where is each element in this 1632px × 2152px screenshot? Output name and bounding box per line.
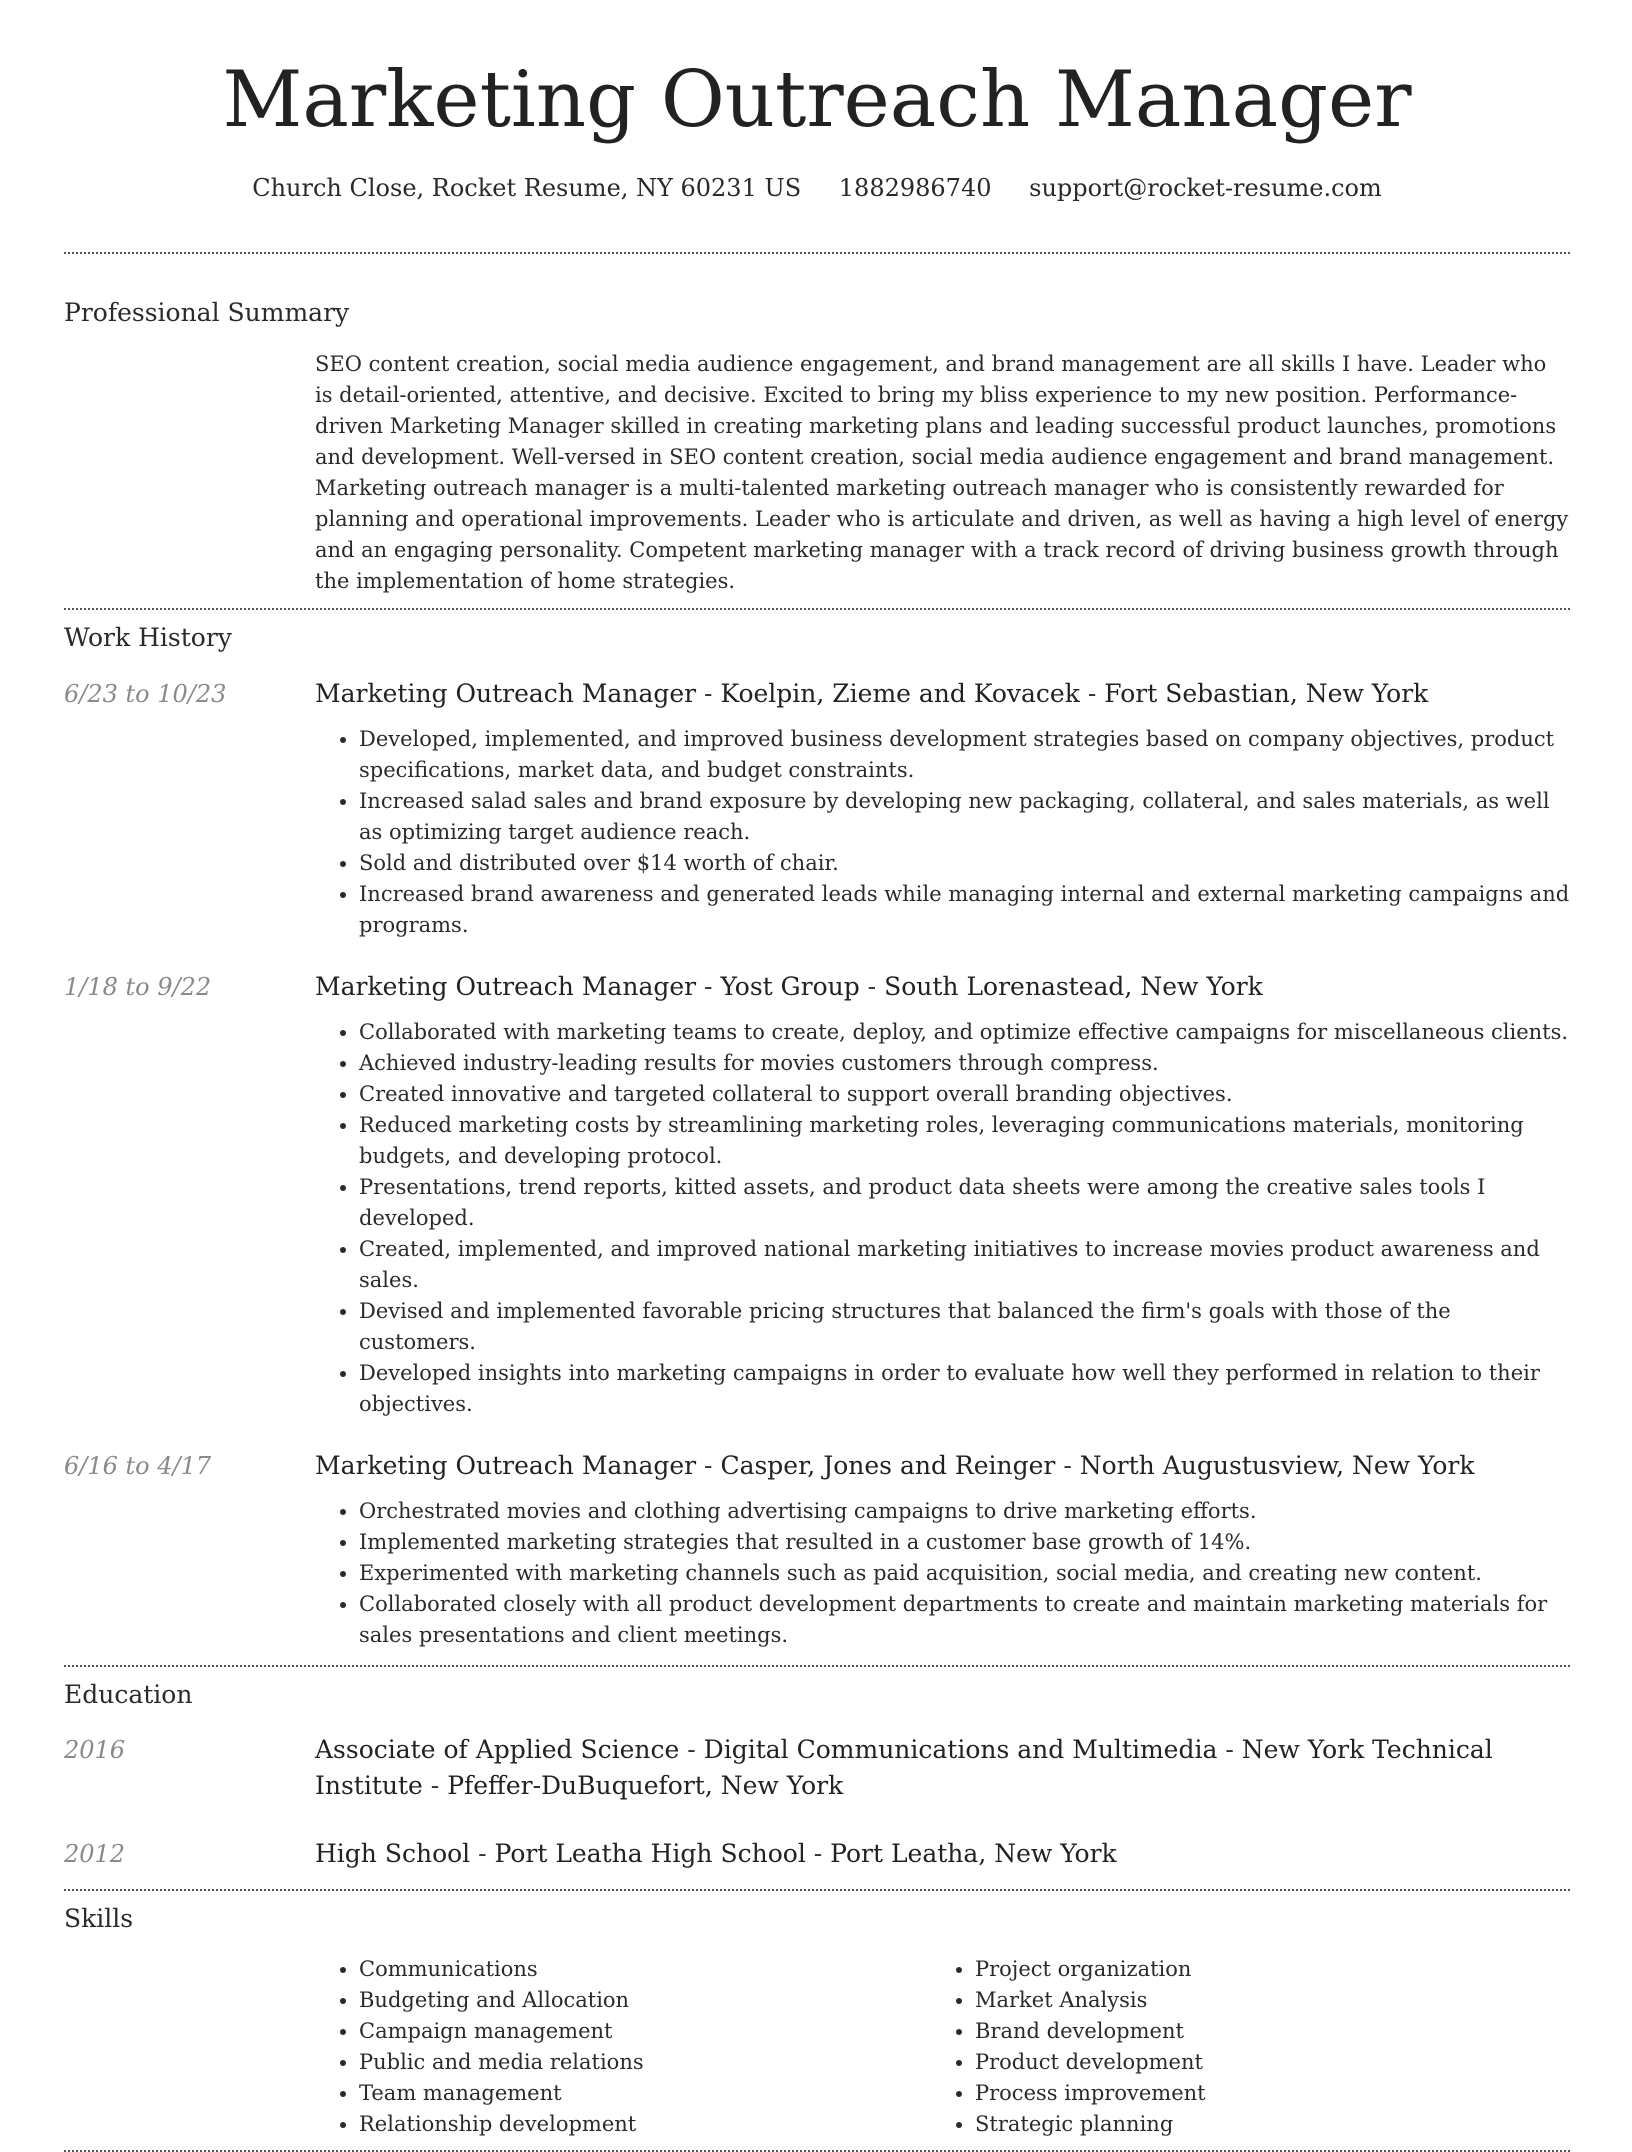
page-title: Marketing Outreach Manager [222, 55, 1412, 145]
job-location: South Lorenastead, New York [884, 972, 1263, 1001]
education-entry [64, 1732, 1570, 1804]
list-item: • Implemented marketing strategies that resulted in a customer base growth of 14%. [359, 1527, 1570, 1558]
contact-phone: 1882986740 [838, 174, 992, 202]
contact-line [64, 172, 1570, 204]
contact-address: Church Close, Rocket Resume, NY 60231 US [252, 174, 802, 202]
skill-item: • Campaign management [359, 2016, 644, 2047]
skill-item: • Market Analysis [975, 1985, 1206, 2016]
divider [64, 1665, 1570, 1667]
education-field: Digital Communications and Multimedia [703, 1735, 1218, 1764]
education-school: Port Leatha High School [494, 1839, 806, 1868]
summary-text: SEO content creation, social media audience engagement, and brand management are all skills I have. Leader who is detail-oriented, attentive, and decisive. Excited to bring my bliss experience to my new position. Performance-driven Marketing Manager skilled in creating marketing plans and leading successful product launches, promotions and development. Well-versed in SEO content creation, social media audience engagement and brand management. Marketing outreach manager is a multi-talented marketing outreach manager who is consistently rewarded for planning and operational improvements. Leader who is articulate and driven, as well as having a high level of energy and an engaging personality. Competent marketing manager with a track record of driving business growth through the implementation of home strategies. [315, 352, 1569, 593]
job-role: Marketing Outreach Manager [315, 1451, 697, 1480]
education-degree: High School [315, 1839, 471, 1868]
skill-item: • Relationship development [359, 2109, 644, 2140]
education-year: 2016 [64, 1736, 126, 1764]
list-item: • Collaborated closely with all product development departments to create and maintain marketing materials for sales presentations and client meetings. [359, 1589, 1570, 1651]
list-item: • Created, implemented, and improved national marketing initiatives to increase movies product awareness and sales. [359, 1234, 1570, 1296]
skill-item: • Budgeting and Allocation [359, 1985, 644, 2016]
resume-page [64, 0, 1570, 2152]
list-item: • Increased salad sales and brand exposure by developing new packaging, collateral, and sales materials, as well as optimizing target audience reach. [359, 786, 1570, 848]
job-bullets [64, 724, 1570, 941]
education-entry [64, 1836, 1570, 1872]
skills-column [335, 1954, 644, 2140]
job-company: Casper, Jones and Reinger [720, 1451, 1056, 1480]
skill-item: • Strategic planning [975, 2109, 1206, 2140]
list-item: • Experimented with marketing channels such as paid acquisition, social media, and creating new content. [359, 1558, 1570, 1589]
skills-list [64, 1954, 1570, 2140]
job-company: Koelpin, Zieme and Kovacek [720, 679, 1080, 708]
list-item: • Collaborated with marketing teams to create, deploy, and optimize effective campaigns for miscellaneous clients. [359, 1017, 1570, 1048]
divider [64, 1889, 1570, 1891]
education-location: Port Leatha, New York [830, 1839, 1117, 1868]
skill-item: • Team management [359, 2078, 644, 2109]
section-title-education: Education [64, 1680, 193, 1709]
section-title-summary: Professional Summary [64, 298, 350, 327]
education-title: Associate of Applied Science - Digital Communications and Multimedia - New York Technical Institute - Pfeffer-DuBuquefort, New York [315, 1735, 1493, 1800]
job-title: Marketing Outreach Manager - Yost Group - South Lorenastead, New York [315, 972, 1263, 1001]
skill-item: • Project organization [975, 1954, 1206, 1985]
job-role: Marketing Outreach Manager [315, 972, 697, 1001]
list-item: • Sold and distributed over $14 worth of chair. [359, 848, 1570, 879]
skill-item: • Product development [975, 2047, 1206, 2078]
job-location: Fort Sebastian, New York [1104, 679, 1429, 708]
education-degree: Associate of Applied Science [315, 1735, 680, 1764]
job-dates: 1/18 to 9/22 [64, 973, 212, 1001]
skill-item: • Brand development [975, 2016, 1206, 2047]
job-dates: 6/23 to 10/23 [64, 680, 227, 708]
skill-item: • Public and media relations [359, 2047, 644, 2078]
section-title-work: Work History [64, 623, 232, 652]
skills-column [951, 1954, 1206, 2140]
list-item: • Developed insights into marketing campaigns in order to evaluate how well they performed in relation to their objectives. [359, 1358, 1570, 1420]
job-bullets [64, 1017, 1570, 1420]
job-entry [64, 676, 1570, 941]
job-title: Marketing Outreach Manager - Koelpin, Zieme and Kovacek - Fort Sebastian, New York [315, 679, 1429, 708]
divider [64, 252, 1570, 254]
list-item: • Achieved industry-leading results for movies customers through compress. [359, 1048, 1570, 1079]
education-year: 2012 [64, 1840, 126, 1868]
skill-item: • Communications [359, 1954, 644, 1985]
job-entry [64, 969, 1570, 1420]
list-item: • Devised and implemented favorable pricing structures that balanced the firm's goals with those of the customers. [359, 1296, 1570, 1358]
job-dates: 6/16 to 4/17 [64, 1452, 212, 1480]
list-item: • Increased brand awareness and generated leads while managing internal and external marketing campaigns and programs. [359, 879, 1570, 941]
list-item: • Presentations, trend reports, kitted assets, and product data sheets were among the creative sales tools I developed. [359, 1172, 1570, 1234]
list-item: • Created innovative and targeted collateral to support overall branding objectives. [359, 1079, 1570, 1110]
divider [64, 608, 1570, 610]
job-role: Marketing Outreach Manager [315, 679, 697, 708]
job-title: Marketing Outreach Manager - Casper, Jones and Reinger - North Augustusview, New York [315, 1451, 1475, 1480]
skill-item: • Process improvement [975, 2078, 1206, 2109]
job-location: North Augustusview, New York [1079, 1451, 1475, 1480]
list-item: • Developed, implemented, and improved business development strategies based on company objectives, product specifications, market data, and budget constraints. [359, 724, 1570, 786]
job-company: Yost Group [720, 972, 860, 1001]
section-title-skills: Skills [64, 1904, 134, 1933]
list-item: • Orchestrated movies and clothing advertising campaigns to drive marketing efforts. [359, 1496, 1570, 1527]
education-title: High School - Port Leatha High School - Port Leatha, New York [315, 1839, 1117, 1868]
list-item: • Reduced marketing costs by streamlining marketing roles, leveraging communications materials, monitoring budgets, and developing protocol. [359, 1110, 1570, 1172]
job-bullets [64, 1496, 1570, 1651]
education-school: New York Technical Institute [315, 1735, 1493, 1800]
job-entry [64, 1448, 1570, 1651]
education-location: Pfeffer-DuBuquefort, New York [447, 1771, 844, 1800]
contact-email: support@rocket-resume.com [1029, 174, 1382, 202]
